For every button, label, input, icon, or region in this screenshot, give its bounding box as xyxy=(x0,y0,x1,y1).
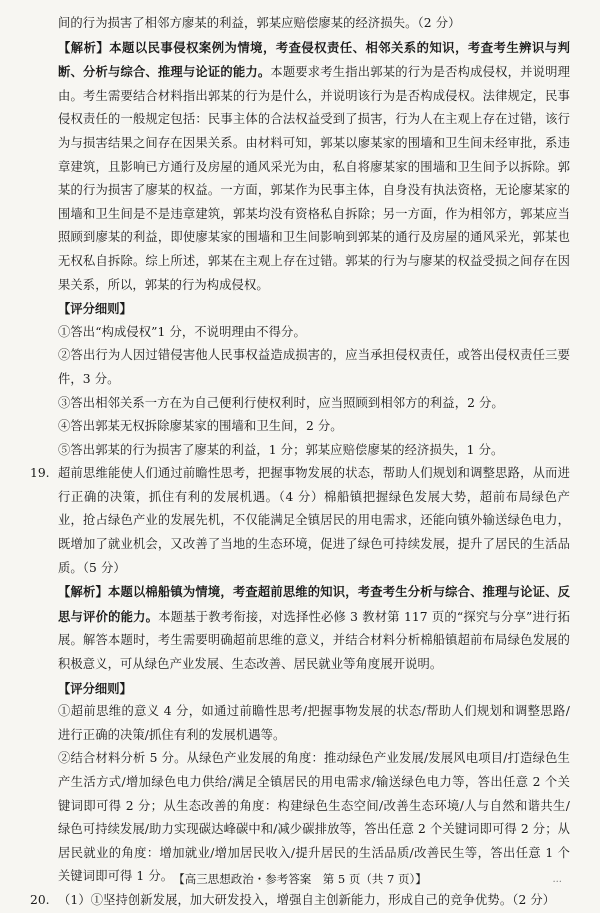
scoring-item: ⑤答出郭某的行为损害了廖某的利益，1 分；郭某应赔偿廖某的经济损失，1 分。 xyxy=(58,442,504,457)
analysis-body: 本题基于教考衔接，对选择性必修 3 教材第 117 页的“探究与分享”进行拓展。解答本题时，考生需要明确超前思维的意义，并结合材料分析棉船镇超前布局绿色发展的积极意义，可从绿色产业发展、生态改善、居民就业等角度展开说明。 xyxy=(58,609,570,672)
analysis-body: 本题要求考生指出郭某的行为是否构成侵权，并说明理由。考生需要结合材料指出郭某的行为是什么，并说明该行为是否构成侵权。法律规定，民事侵权责任的一般规定包括：民事主体的合法权益受到了损害，行为人在主观上存在过错，该行为与损害结果之间存在因果关系。由材料可知，郭某以廖某家的围墙和卫生间未经审批，系违章建筑，且影响已方通行及房屋的通风采光为由，私自将廖某家的围墙和卫生间予以拆除。郭某的行为损害了廖某的权益。一方面，郭某作为民事主体，自身没有执法资格，无论廖某家的围墙和卫生间是不是违章建筑，郭某均没有资格私自拆除；另一方面，作为相邻方，郭某应当照顾到廖某的利益，即使廖某家的围墙和卫生间影响到郭某的通行及房屋的通风采光，郭某也无权私自拆除。综上所述，郭某在主观上存在过错。郭某的行为与廖某的权益受损之间存在因果关系，所以，郭某的行为构成侵权。 xyxy=(58,65,570,292)
analysis-paragraph-19 xyxy=(58,580,570,676)
scoring-item: ①超前思维的意义 4 分，如通过前瞻性思考/把握事物发展的状态/帮助人们规划和调整思路/进行正确的决策/抓住有利的发展机遇等。 xyxy=(58,704,570,742)
question-20-answer xyxy=(30,889,570,913)
analysis-lead: 【解析】本题以棉船镇为情境，考查超前思维的知识，考查考生分析与综合、推理与论证、反思与评价的能力。 xyxy=(58,584,570,624)
analysis-paragraph-18 xyxy=(58,36,570,298)
scoring-item: ③答出相邻关系一方在为自己便利行使权利时，应当照顾到相邻方的利益，2 分。 xyxy=(58,395,504,410)
scoring-item: ①答出“构成侵权”1 分，不说明理由不得分。 xyxy=(58,324,306,339)
page-footer: 【高三思想政治・参考答案 第 5 页（共 7 页）】 xyxy=(173,872,427,886)
scoring-header: 【评分细则】 xyxy=(58,301,132,317)
footer-mark: ... xyxy=(552,874,562,885)
scoring-header: 【评分细则】 xyxy=(58,680,132,696)
answer-continuation: 间的行为损害了相邻方廖某的利益，郭某应赔偿廖某的经济损失。（2 分） xyxy=(58,16,461,30)
answer-text: （1）①坚持创新发展，加大研发投入，增强自主创新能力，形成自己的竞争优势。（2 分） xyxy=(58,892,556,907)
question-number: 20. xyxy=(30,892,50,907)
answer-text: 超前思维能使人们通过前瞻性思考，把握事物发展的状态，帮助人们规划和调整思路，从而进行正确的决策，抓住有利的发展机遇。（4 分）棉船镇把握绿色发展大势，超前布局绿色产业，抢占绿色产业的发展先机，不仅能满足全镇居民的用电需求，还能向镇外输送绿色电力，既增加了就业机会，又改善了当地的生态环境，促进了绿色可持续发展，提升了居民的生活品质。（5 分） xyxy=(58,466,570,575)
scoring-item: ④答出郭某无权拆除廖某家的围墙和卫生间，2 分。 xyxy=(58,419,343,434)
question-number: 19. xyxy=(30,466,50,481)
question-19-answer xyxy=(30,462,570,580)
scoring-item: ②结合材料分析 5 分。从绿色产业发展的角度：推动绿色产业发展/发展风电项目/打造绿色生产生活方式/增加绿色电力供给/满足全镇居民的用电需求/输送绿色电力等，答出任意 2 个关键词即可得 2 分；从生态改善的角度：构建绿色生态空间/改善生态环境/人与自然和谐共生/绿色可持续发展/助力实现碳达峰碳中和/减少碳排放等，答出任意 2 个关键词即可得 2 分；从居民就业的角度：增加就业/增加居民收入/提升居民的生活品质/改善民生等，答出任意 1 个关键词即可得 1 分。 xyxy=(58,751,570,884)
scoring-item: ②答出行为人因过错侵害他人民事权益造成损害的，应当承担侵权责任，或答出侵权责任三要件，3 分。 xyxy=(58,348,570,386)
analysis-lead: 【解析】本题以民事侵权案例为情境，考查侵权责任、相邻关系的知识，考查考生辨识与判断、分析与综合、推理与论证的能力。 xyxy=(58,39,570,80)
